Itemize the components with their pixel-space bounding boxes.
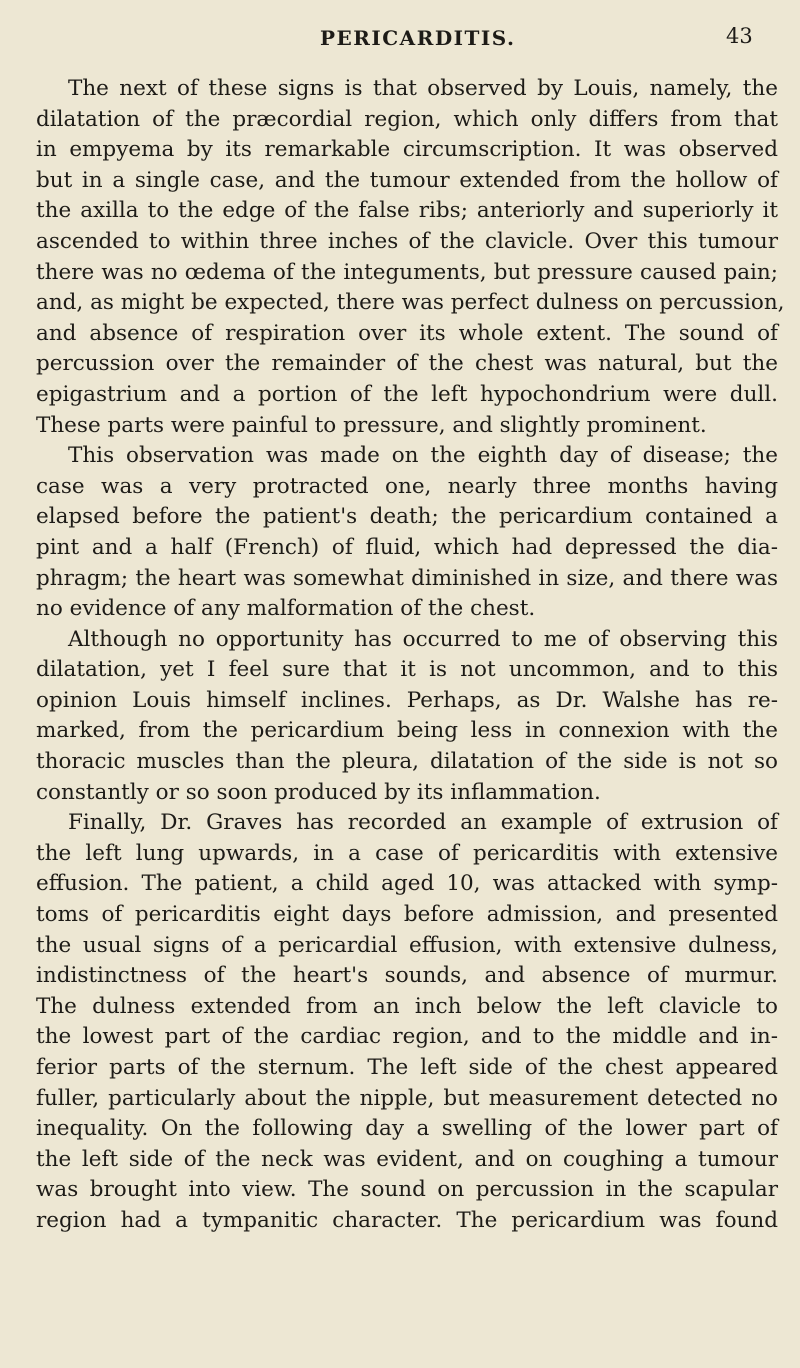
text-line: These parts were painful to pressure, and slightly prominent.	[36, 412, 707, 438]
text-line: and absence of respiration over its whole extent. The sound of	[36, 320, 778, 346]
text-line: elapsed before the patient's death; the pericardium contained a	[36, 504, 778, 530]
text-line: and, as might be expected, there was perfect dulness on percussion,	[36, 290, 785, 316]
text-line: thoracic muscles than the pleura, dilatation of the side is not so	[36, 749, 778, 775]
page-number: 43	[726, 24, 753, 48]
running-title: PERICARDITIS.	[320, 26, 516, 50]
text-line: indistinctness of the heart's sounds, and absence of murmur.	[36, 963, 778, 989]
text-line: was brought into view. The sound on percussion in the scapular	[36, 1177, 778, 1203]
text-line: The dulness extended from an inch below the left clavicle to	[36, 993, 778, 1019]
text-line: percussion over the remainder of the chest was natural, but the	[36, 351, 778, 377]
body-text	[36, 74, 785, 1237]
text-line: pint and a half (French) of fluid, which had depressed the dia-	[36, 534, 778, 560]
text-line: no evidence of any malformation of the chest.	[36, 596, 536, 622]
text-line: effusion. The patient, a child aged 10, was attacked with symp-	[36, 871, 778, 897]
text-line: toms of pericarditis eight days before admission, and presented	[36, 902, 778, 928]
text-line: but in a single case, and the tumour extended from the hollow of	[36, 167, 778, 193]
text-line: the left side of the neck was evident, and on coughing a tumour	[36, 1146, 778, 1172]
text-line: The next of these signs is that observed by Louis, namely, the	[68, 76, 778, 101]
text-line: This observation was made on the eighth day of disease; the	[68, 443, 778, 469]
text-line: epigastrium and a portion of the left hypochondrium were dull.	[36, 381, 778, 407]
text-line: Although no opportunity has occurred to me of observing this	[68, 626, 778, 652]
text-line: Finally, Dr. Graves has recorded an example of extrusion of	[68, 810, 778, 836]
text-line: the lowest part of the cardiac region, and to the middle and in-	[36, 1024, 778, 1050]
text-line: in empyema by its remarkable circumscription. It was observed	[36, 137, 778, 163]
text-line: there was no œdema of the integuments, but pressure caused pain;	[36, 259, 778, 285]
text-line: phragm; the heart was somewhat diminished in size, and there was	[36, 565, 778, 591]
text-line: the left lung upwards, in a case of pericarditis with extensive	[36, 840, 778, 866]
text-line: dilatation of the præcordial region, which only differs from that	[36, 106, 778, 132]
text-line: fuller, particularly about the nipple, but measurement detected no	[36, 1085, 778, 1111]
text-line: region had a tympanitic character. The pericardium was found	[36, 1207, 778, 1233]
text-line: case was a very protracted one, nearly three months having	[36, 473, 778, 499]
text-line: ferior parts of the sternum. The left side of the chest appeared	[36, 1055, 778, 1080]
text-line: dilatation, yet I feel sure that it is not uncommon, and to this	[36, 657, 778, 683]
text-line: inequality. On the following day a swelling of the lower part of	[36, 1116, 778, 1142]
text-line: ascended to within three inches of the clavicle. Over this tumour	[36, 228, 778, 254]
text-line: the usual signs of a pericardial effusion, with extensive dulness,	[36, 932, 778, 958]
running-head	[0, 10, 800, 50]
text-line: marked, from the pericardium being less in connexion with the	[36, 718, 778, 744]
text-line: opinion Louis himself inclines. Perhaps, as Dr. Walshe has re-	[36, 687, 778, 713]
text-line: the axilla to the edge of the false ribs; anteriorly and superiorly it	[36, 198, 778, 224]
text-line: constantly or so soon produced by its inflammation.	[36, 779, 601, 805]
